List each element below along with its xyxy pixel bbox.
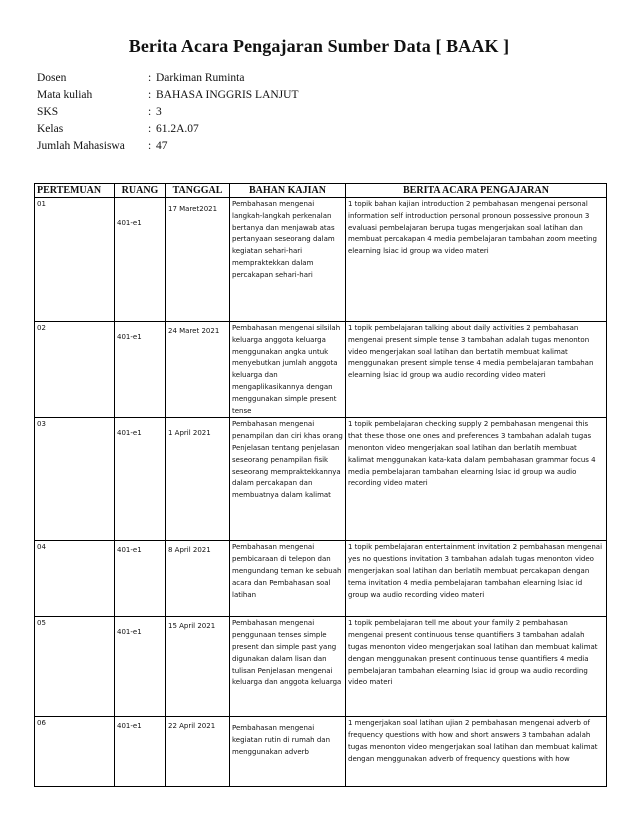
room-cell: 401-e1: [115, 322, 166, 418]
meeting-number: 06: [35, 717, 115, 787]
info-separator: :: [148, 140, 152, 152]
info-separator: :: [148, 72, 152, 84]
info-row-lecturer: [37, 72, 298, 89]
room-cell: 401-e1: [115, 198, 166, 322]
table-row: [35, 717, 607, 787]
info-value: 3: [156, 106, 162, 118]
info-label: Jumlah Mahasiswa: [37, 140, 125, 152]
info-row-class: [37, 123, 298, 140]
report-cell: 1 topik pembelajaran tell me about your family 2 pembahasan mengenai present continuous tense quantifiers 3 tambahan adalah tugas menonton video mengerjakan soal latihan dan membuat kalimat dengan menggunakan present continuous tense quantifiers 4 media pembelajaran tambahan elearning lsiac id group wa audio recording video materi: [346, 617, 607, 717]
date-cell: 8 April 2021: [166, 541, 230, 617]
topic-cell: Pembahasan mengenai penampilan dan ciri khas orang Penjelasan tentang penjelasan seseorang penampilan fisik seseorang mempraktekkannya dalam percakapan dan membuatnya dalam kalimat: [230, 418, 346, 541]
info-label: Dosen: [37, 72, 67, 84]
report-cell: 1 topik pembelajaran checking supply 2 pembahasan mengenai this that these those one ones and preferences 3 tambahan adalah tugas menonton video mengerjakan soal latihan dan berlatih membuat kalimat menggunakan kata-kata dalam pembahasan grammar focus 4 media pembelajaran tambahan elearning lsiac id group wa audio recording video materi: [346, 418, 607, 541]
info-label: SKS: [37, 106, 59, 118]
meeting-number: 01: [35, 198, 115, 322]
meeting-number: 04: [35, 541, 115, 617]
date-cell: 24 Maret 2021: [166, 322, 230, 418]
info-separator: :: [148, 89, 152, 101]
date-cell: 1 April 2021: [166, 418, 230, 541]
info-separator: :: [148, 123, 152, 135]
report-cell: 1 topik pembelajaran entertainment invitation 2 pembahasan mengenai yes no questions invitation 3 tambahan adalah tugas menonton video mengerjakan soal latihan dan berlatih membuat percakapan dengan tema invitation 4 media pembelajaran tambahan elearning lsiac id group wa audio recording video materi: [346, 541, 607, 617]
info-row-course: [37, 89, 298, 106]
info-value: Darkiman Ruminta: [156, 72, 245, 84]
topic-cell: Pembahasan mengenai penggunaan tenses simple present dan simple past yang digunakan dalam lisan dan tulisan Penjelasan mengenai keluarga dan anggota keluarga: [230, 617, 346, 717]
room-cell: 401-e1: [115, 717, 166, 787]
table-row: [35, 541, 607, 617]
document-title: Berita Acara Pengajaran Sumber Data [ BAAK ]: [128, 36, 510, 56]
meeting-number: 02: [35, 322, 115, 418]
date-cell: 17 Maret2021: [166, 198, 230, 322]
table-row: [35, 198, 607, 322]
meeting-number: 03: [35, 418, 115, 541]
header-meeting: PERTEMUAN: [35, 184, 115, 198]
report-cell: 1 topik pembelajaran talking about daily activities 2 pembahasan mengenai present simple tense 3 tambahan adalah tugas menonton video mengerjakan soal latihan dan bertatih membuat kalimat menggunakan present simple tense 4 media pembelajaran tambahan elearning lsiac id group wa audio recording video materi: [346, 322, 607, 418]
report-cell: 1 mengerjakan soal latihan ujian 2 pembahasan mengenai adverb of frequency questions with how and short answers 3 tambahan adalah tugas menonton video mengerjakan soal latihan dan membuat kalimat dengan menggunakan adverb of frequency questions with how: [346, 717, 607, 787]
table-header-row: [35, 184, 607, 198]
date-cell: 22 April 2021: [166, 717, 230, 787]
info-row-credits: [37, 106, 298, 123]
header-date: TANGGAL: [166, 184, 230, 198]
table-row: [35, 617, 607, 717]
info-label: Mata kuliah: [37, 89, 93, 101]
course-info: [37, 72, 298, 157]
topic-cell: Pembahasan mengenai silsilah keluarga anggota keluarga menggunakan angka untuk menyebutkan jumlah anggota keluarga dan mengaplikasikannya dengan menggunakan simple present tense: [230, 322, 346, 418]
table-row: [35, 418, 607, 541]
info-value: 61.2A.07: [156, 123, 199, 135]
topic-cell: Pembahasan mengenai langkah-langkah perkenalan bertanya dan menjawab atas pertanyaan seseorang dalam kegiatan sehari-hari mempraktekkan dalam percakapan sehari-hari: [230, 198, 346, 322]
info-value: BAHASA INGGRIS LANJUT: [156, 89, 299, 101]
date-cell: 15 April 2021: [166, 617, 230, 717]
header-room: RUANG: [115, 184, 166, 198]
header-report: BERITA ACARA PENGAJARAN: [346, 184, 607, 198]
meeting-number: 05: [35, 617, 115, 717]
report-cell: 1 topik bahan kajian introduction 2 pembahasan mengenai personal information self introduction personal pronoun possessive pronoun 3 evaluasi pembelajaran berupa tugas mengerjakan soal latihan dan membuat percakapan 4 media pembelajaran tambahan zoom meeting elearning lsiac id group wa video materi: [346, 198, 607, 322]
room-cell: 401-e1: [115, 418, 166, 541]
table-row: [35, 322, 607, 418]
teaching-report-table: [34, 183, 607, 787]
topic-cell: Pembahasan mengenai pembicaraan di telepon dan mengundang teman ke sebuah acara dan Pembahasan soal latihan: [230, 541, 346, 617]
info-label: Kelas: [37, 123, 64, 135]
topic-cell: Pembahasan mengenai kegiatan rutin di rumah dan menggunakan adverb: [230, 717, 346, 787]
info-value: 47: [156, 140, 168, 152]
header-topic: BAHAN KAJIAN: [230, 184, 346, 198]
info-separator: :: [148, 106, 152, 118]
room-cell: 401-e1: [115, 617, 166, 717]
room-cell: 401-e1: [115, 541, 166, 617]
info-row-students: [37, 140, 298, 157]
